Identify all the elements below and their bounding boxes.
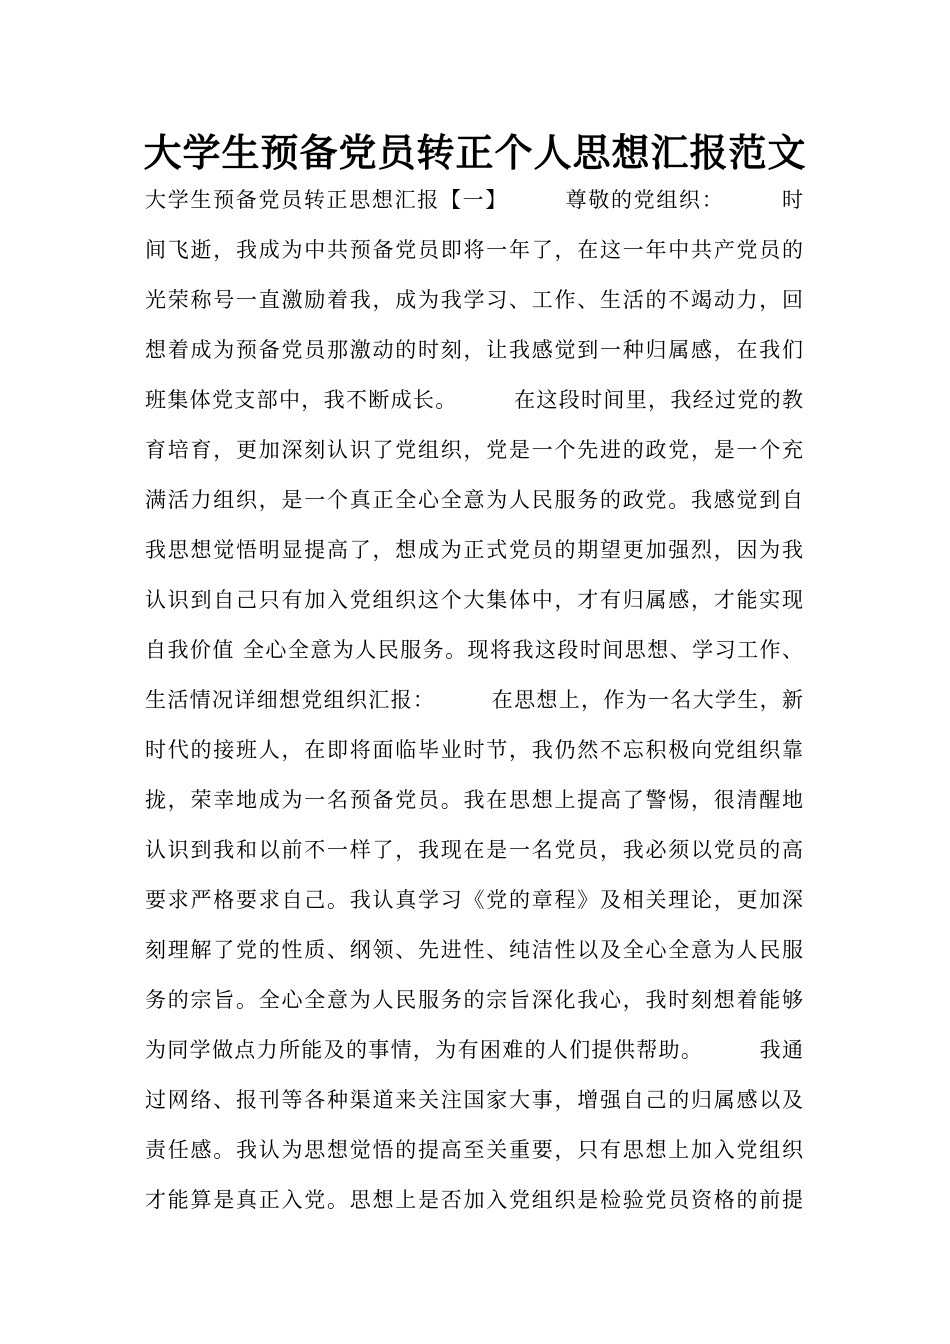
body-line: 要求严格要求自己。我认真学习《党的章程》及相关理论，更加深 — [145, 888, 803, 912]
body-line: 自我价值 全心全意为人民服务。现将我这段时间思想、学习工作、 — [145, 638, 803, 662]
body-line: 间飞逝，我成为中共预备党员即将一年了，在这一年中共产党员的 — [145, 238, 803, 262]
body-line: 刻理解了党的性质、纲领、先进性、纯洁性以及全心全意为人民服 — [145, 938, 803, 962]
body-line: 想着成为预备党员那激动的时刻，让我感觉到一种归属感，在我们 — [145, 338, 803, 362]
body-line: 生活情况详细想党组织汇报： 在思想上，作为一名大学生，新 — [145, 688, 803, 712]
body-line: 才能算是真正入党。思想上是否加入党组织是检验党员资格的前提 — [145, 1188, 803, 1212]
body-line: 育培育，更加深刻认识了党组织，党是一个先进的政党，是一个充 — [145, 438, 803, 462]
body-line: 认识到我和以前不一样了，我现在是一名党员，我必须以党员的高 — [145, 838, 803, 862]
body-line: 我思想觉悟明显提高了，想成为正式党员的期望更加强烈，因为我 — [145, 538, 803, 562]
body-line: 务的宗旨。全心全意为人民服务的宗旨深化我心，我时刻想着能够 — [145, 988, 803, 1012]
body-line: 过网络、报刊等各种渠道来关注国家大事，增强自己的归属感以及 — [145, 1088, 803, 1112]
body-line: 认识到自己只有加入党组织这个大集体中，才有归属感，才能实现 — [145, 588, 803, 612]
body-line: 光荣称号一直激励着我，成为我学习、工作、生活的不竭动力，回 — [145, 288, 803, 312]
body-line: 班集体党支部中，我不断成长。 在这段时间里，我经过党的教 — [145, 388, 803, 412]
body-line: 为同学做点力所能及的事情，为有困难的人们提供帮助。 我通 — [145, 1038, 803, 1062]
body-line: 时代的接班人，在即将面临毕业时节，我仍然不忘积极向党组织靠 — [145, 738, 803, 762]
body-line: 责任感。我认为思想觉悟的提高至关重要，只有思想上加入党组织 — [145, 1138, 803, 1162]
document-title: 大学生预备党员转正个人思想汇报范文 — [143, 131, 807, 175]
body-line: 拢，荣幸地成为一名预备党员。我在思想上提高了警惕，很清醒地 — [145, 788, 803, 812]
body-line: 大学生预备党员转正思想汇报【一】 尊敬的党组织： 时 — [145, 188, 803, 212]
body-line: 满活力组织，是一个真正全心全意为人民服务的政党。我感觉到自 — [145, 488, 803, 512]
